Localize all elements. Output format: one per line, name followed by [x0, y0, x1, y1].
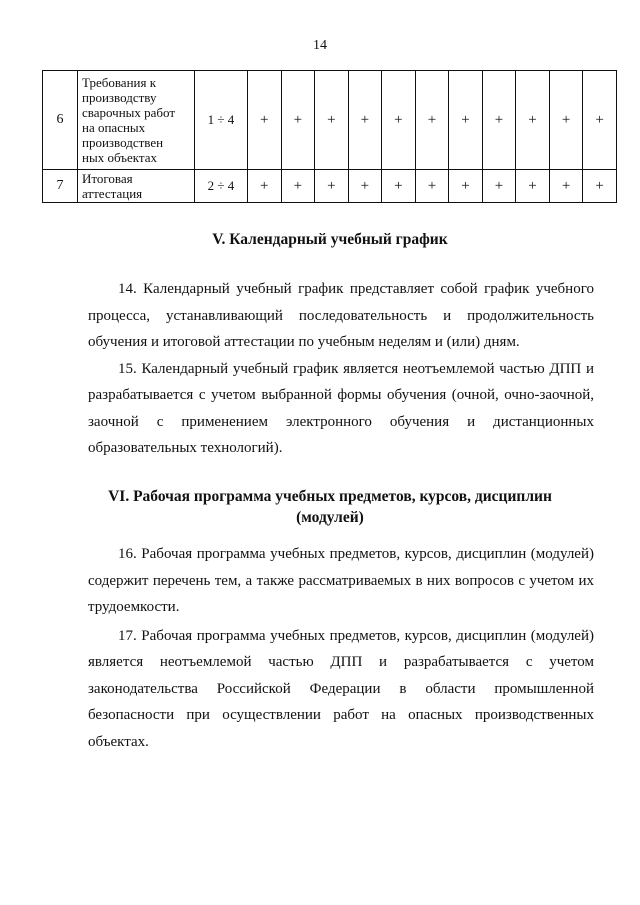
row-hours: 2 ÷ 4 [195, 170, 248, 203]
row-title-line: на опасных [82, 120, 146, 135]
paragraph-15: 15. Календарный учебный график является неотъемлемой частью ДПП и разрабатывается с учетом выбранной формы обучения (очной, очно-заочной, заочной с применением электронного обучения и дистанционных образовательных технологий). [88, 360, 594, 456]
section-heading-line: VI. Рабочая программа учебных предметов, курсов, дисциплин [108, 488, 552, 505]
row-title-line: Требования к [82, 75, 157, 90]
row-title [78, 71, 195, 170]
section-body-work-program [88, 541, 594, 755]
row-mark: + [248, 71, 282, 170]
row-mark: + [315, 170, 349, 203]
row-mark: + [516, 71, 550, 170]
row-mark: + [549, 170, 583, 203]
row-mark: + [382, 71, 416, 170]
row-mark: + [348, 170, 382, 203]
row-mark: + [449, 71, 483, 170]
row-title-line: аттестация [82, 186, 143, 201]
row-number: 6 [43, 71, 78, 170]
row-title-line: сварочных работ [82, 105, 176, 120]
row-mark: + [382, 170, 416, 203]
row-mark: + [583, 170, 617, 203]
row-mark: + [348, 71, 382, 170]
row-mark: + [415, 170, 449, 203]
row-mark: + [482, 71, 516, 170]
schedule-table [42, 70, 617, 203]
row-title-line: производству [82, 90, 157, 105]
row-hours: 1 ÷ 4 [195, 71, 248, 170]
section-heading-work-program [60, 486, 600, 528]
row-title [78, 170, 195, 203]
row-title-line: Итоговая [82, 171, 133, 186]
row-mark: + [482, 170, 516, 203]
section-heading-calendar: V. Календарный учебный график [212, 231, 448, 248]
row-mark: + [449, 170, 483, 203]
row-mark: + [248, 170, 282, 203]
row-mark: + [281, 170, 315, 203]
row-mark: + [281, 71, 315, 170]
page-number: 14 [313, 38, 327, 53]
row-mark: + [583, 71, 617, 170]
paragraph-14: 14. Календарный учебный график представляет собой график учебного процесса, устанавливающий последовательность и продолжительность обучения и итоговой аттестации по учебным неделям и (или) дням. [88, 281, 594, 350]
paragraph-17: 17. Рабочая программа учебных предметов, курсов, дисциплин (модулей) является неотъемлемой частью ДПП и разрабатывается с учетом законодательства Российской Федерации в области промышленной безопасности при осуществлении работ на опасных производственных объектах. [88, 627, 594, 750]
table-row [43, 71, 617, 170]
row-number: 7 [43, 170, 78, 203]
table-row [43, 170, 617, 203]
row-mark: + [516, 170, 550, 203]
section-body-calendar [88, 276, 594, 462]
row-title-line: ных объектах [82, 150, 157, 165]
row-title-line: производствен [82, 135, 164, 150]
row-mark: + [415, 71, 449, 170]
row-mark: + [549, 71, 583, 170]
section-heading-line: (модулей) [296, 509, 364, 526]
row-mark: + [315, 71, 349, 170]
paragraph-16: 16. Рабочая программа учебных предметов, курсов, дисциплин (модулей) содержит перечень тем, а также рассматриваемых в них вопросов с учетом их трудоемкости. [88, 546, 594, 615]
